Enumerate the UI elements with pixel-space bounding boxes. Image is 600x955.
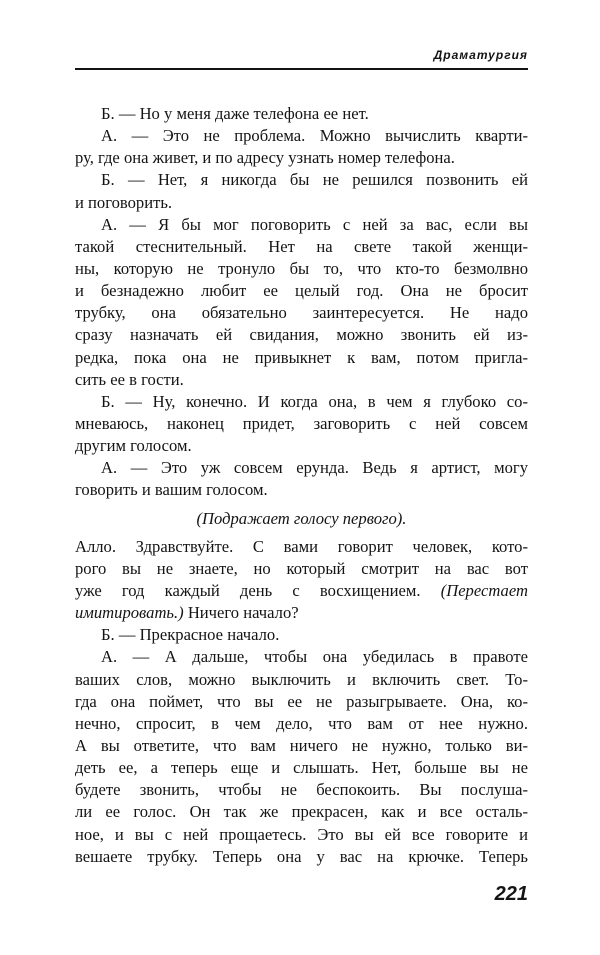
page-number: 221 <box>494 883 528 905</box>
text-line: говорить и вашим голосом. <box>75 480 268 500</box>
text-line: ру, где она живет, и по адресу узнать номер телефона. <box>75 148 455 168</box>
text-line: А. — А дальше, чтобы она убедилась в правоте <box>101 647 528 667</box>
text-line: Б. — Ну, конечно. И когда она, в чем я глубоко со- <box>101 391 528 411</box>
text-line: и поговорить. <box>75 192 173 212</box>
text-line: ваших слов, можно выключить и включить свет. То- <box>75 669 528 689</box>
text-line: вешаете трубку. Теперь она у вас на крючке. Теперь <box>75 846 528 866</box>
text-line-part: уже год каждый день с восхищением. <box>75 580 421 600</box>
text-line <box>75 602 528 624</box>
stage-direction-inline: имитировать.) <box>75 603 184 623</box>
text-line-part: Ничего начало? <box>187 603 299 623</box>
text-line: Алло. Здравствуйте. С вами говорит человек, кото- <box>75 536 528 556</box>
body-text <box>75 103 528 868</box>
text-line: ны, которую не тронуло бы то, что кто-то безмолвно <box>75 258 528 278</box>
text-line: гда она поймет, что вы ее не разыгрываете. Она, ко- <box>75 691 528 711</box>
text-line: ное, и вы с ней прощаетесь. Это вы ей все говорите и <box>75 824 528 844</box>
text-line: нечно, спросит, в чем дело, что вам от нее нужно. <box>75 713 528 733</box>
text-line: Б. — Прекрасное начало. <box>101 625 280 645</box>
text-line: редка, пока она не привыкнет к вам, потом пригла- <box>75 347 528 367</box>
text-line: мневаюсь, наконец придет, заговорить с ней совсем <box>75 413 528 433</box>
stage-direction-inline: (Перестает <box>440 580 528 600</box>
text-line: А вы ответите, что вам ничего не нужно, только ви- <box>75 735 528 755</box>
text-line: рого вы не знаете, но который смотрит на вас вот <box>75 558 528 578</box>
text-line: А. — Я бы мог поговорить с ней за вас, если вы <box>101 214 528 234</box>
text-line: другим голосом. <box>75 436 192 456</box>
text-line: сразу назначать ей свидания, можно звонить ей из- <box>75 325 528 345</box>
text-line: А. — Это уж совсем ерунда. Ведь я артист, могу <box>101 458 528 478</box>
text-line: А. — Это не проблема. Можно вычислить кварти- <box>101 126 528 146</box>
text-line: такой стеснительный. Нет на свете такой женщи- <box>75 236 528 256</box>
text-line: Б. — Но у меня даже телефона ее нет. <box>101 104 369 123</box>
text-line: будете звонить, чтобы не беспокоить. Вы послуша- <box>75 780 528 800</box>
stage-direction: (Подражает голосу первого). <box>196 508 407 528</box>
text-line <box>75 580 528 602</box>
text-line: деть ее, а теперь еще и слышать. Нет, больше вы не <box>75 758 528 778</box>
text-line: трубку, она обязательно заинтересуется. Не надо <box>75 303 528 323</box>
section-title: Драматургия <box>433 48 528 62</box>
text-line: ли ее голос. Он так же прекрасен, как и все осталь- <box>75 802 528 822</box>
text-line: сить ее в гости. <box>75 369 184 389</box>
text-line: Б. — Нет, я никогда бы не решился позвонить ей <box>101 170 528 190</box>
running-head <box>75 40 528 70</box>
text-line: и безнадежно любит ее целый год. Она не бросит <box>75 281 528 301</box>
